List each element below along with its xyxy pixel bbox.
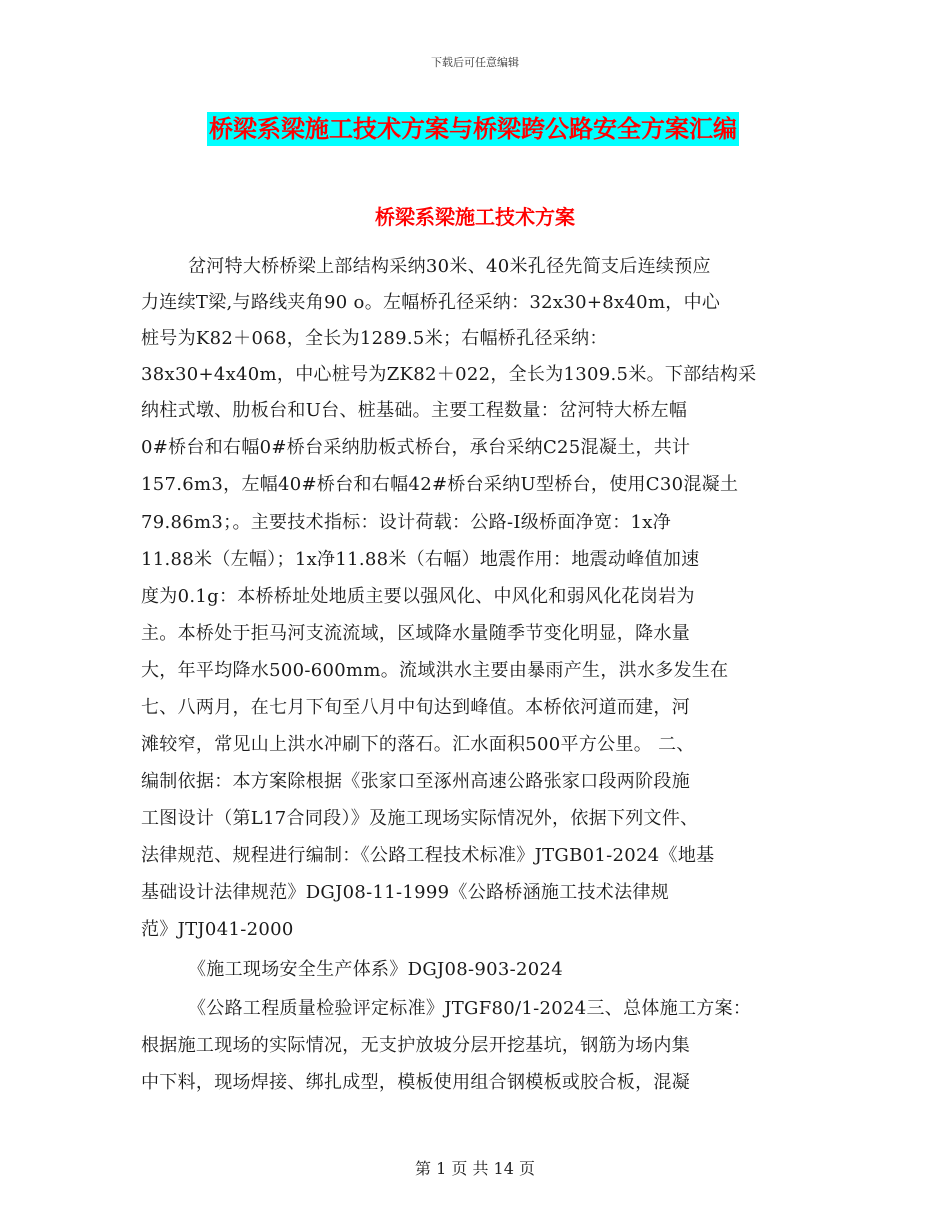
text-line: 滩较窄，常见山上洪水冲刷下的落石。汇水面积500平方公里。 二、 bbox=[141, 734, 695, 755]
text-line: 中下料，现场焊接、绑扎成型，模板使用组合钢模板或胶合板，混凝 bbox=[141, 1072, 690, 1093]
text-line: 79.86m3；。主要技术指标：设计荷载：公路-I级桥面净宽：1x净 bbox=[141, 512, 672, 533]
page-header: 下载后可任意编辑 bbox=[431, 56, 519, 69]
text-line: 法律规范、规程进行编制：《公路工程技术标准》JTGB01-2024《地基 bbox=[141, 845, 715, 866]
section-title: 桥梁系梁施工技术方案 bbox=[375, 205, 575, 229]
text-line: 《公路工程质量检验评定标准》JTGF80/1-2024三、总体施工方案： bbox=[188, 998, 752, 1019]
text-line: 纳柱式墩、肋板台和U台、桩基础。主要工程数量：岔河特大桥左幅 bbox=[141, 400, 688, 421]
text-line: 岔河特大桥桥梁上部结构采纳30米、40米孔径先简支后连续预应 bbox=[188, 256, 711, 277]
text-line: 11.88米（左幅）；1x净11.88米（右幅）地震作用：地震动峰值加速 bbox=[141, 549, 700, 570]
text-line: 力连续T梁,与路线夹角90 o。左幅桥孔径采纳：32x30+8x40m，中心 bbox=[141, 292, 721, 313]
text-line: 主。本桥处于拒马河支流流域，区域降水量随季节变化明显，降水量 bbox=[141, 623, 690, 644]
text-line: 《施工现场安全生产体系》DGJ08-903-2024 bbox=[188, 959, 564, 980]
text-line: 范》JTJ041-2000 bbox=[141, 919, 294, 940]
text-line: 157.6m3，左幅40#桥台和右幅42#桥台采纳U型桥台，使用C30混凝土 bbox=[141, 474, 739, 495]
text-line: 根据施工现场的实际情况，无支护放坡分层开挖基坑，钢筋为场内集 bbox=[141, 1035, 690, 1056]
document-title: 桥梁系梁施工技术方案与桥梁跨公路安全方案汇编 bbox=[207, 112, 739, 146]
text-line: 编制依据：本方案除根据《张家口至涿州高速公路张家口段两阶段施 bbox=[141, 771, 690, 792]
text-line: 基础设计法律规范》DGJ08-11-1999《公路桥涵施工技术法律规 bbox=[141, 882, 670, 903]
text-line: 38x30+4x40m，中心桩号为ZK82＋022，全长为1309.5米。下部结构采 bbox=[141, 364, 757, 385]
page-footer: 第 1 页 共 14 页 bbox=[415, 1159, 535, 1178]
text-line: 工图设计（第L17合同段）》及施工现场实际情况外，依据下列文件、 bbox=[141, 808, 699, 829]
text-line: 0#桥台和右幅0#桥台采纳肋板式桥台，承台采纳C25混凝土，共计 bbox=[141, 437, 691, 458]
text-line: 桩号为K82＋068，全长为1289.5米；右幅桥孔径采纳： bbox=[141, 328, 608, 349]
text-line: 七、八两月，在七月下旬至八月中旬达到峰值。本桥依河道而建，河 bbox=[141, 697, 690, 718]
text-line: 度为0.1g：本桥桥址处地质主要以强风化、中风化和弱风化花岗岩为 bbox=[141, 586, 695, 607]
text-line: 大，年平均降水500-600mm。流域洪水主要由暴雨产生，洪水多发生在 bbox=[141, 660, 729, 681]
